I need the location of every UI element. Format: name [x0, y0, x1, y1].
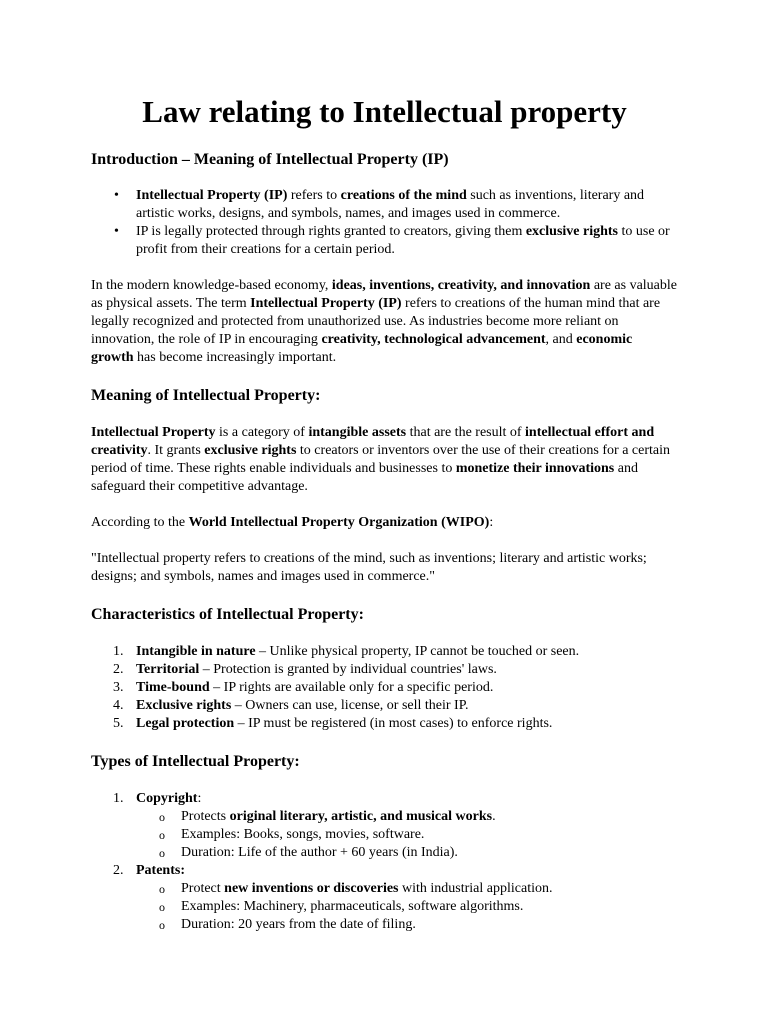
patents-sublist — [136, 880, 678, 934]
list-item: o Examples: Machinery, pharmaceuticals, software algorithms. — [181, 898, 678, 916]
list-item: 3. Time-bound – IP rights are available only for a specific period. — [113, 680, 494, 695]
characteristics-heading: Characteristics of Intellectual Property: — [91, 606, 364, 623]
list-item: 4. Exclusive rights – Owners can use, license, or sell their IP. — [113, 698, 469, 713]
wipo-quote: "Intellectual property refers to creations of the mind, such as inventions; literary and artistic works; designs; and symbols, names and images used in commerce." — [91, 551, 647, 584]
list-item: 5. Legal protection – IP must be registered (in most cases) to enforce rights. — [113, 716, 553, 731]
list-item-patents: 2. Patents: o Protect new inventions or discoveries with industrial application. o Examples: Machinery, pharmaceuticals, software algorithms. o Duration: 20 years from the date of filing. — [136, 862, 678, 934]
intro-heading: Introduction – Meaning of Intellectual Property (IP) — [91, 151, 449, 168]
types-list — [91, 790, 678, 934]
list-item: o Protect new inventions or discoveries with industrial application. — [181, 880, 678, 898]
document-title: Law relating to Intellectual property — [142, 94, 627, 129]
list-item: • IP is legally protected through rights granted to creators, giving them exclusive rights to use or profit from their creations for a certain period. — [136, 223, 678, 259]
list-item: o Duration: 20 years from the date of filing. — [181, 916, 678, 934]
list-item-copyright: 1. Copyright: o Protects original literary, artistic, and musical works. o Examples: Books, songs, movies, software. o Duration: Life of the author + 60 years (in India). — [136, 790, 678, 862]
list-item: 2. Territorial – Protection is granted by individual countries' laws. — [113, 662, 497, 677]
list-item: o Duration: Life of the author + 60 years (in India). — [181, 844, 678, 862]
copyright-sublist — [136, 808, 678, 862]
intro-bullet-list — [91, 187, 678, 259]
types-heading: Types of Intellectual Property: — [91, 753, 300, 770]
wipo-paragraph: According to the World Intellectual Property Organization (WIPO): — [91, 515, 494, 530]
meaning-heading: Meaning of Intellectual Property: — [91, 387, 321, 404]
list-item: o Protects original literary, artistic, and musical works. — [181, 808, 678, 826]
intro-paragraph: In the modern knowledge-based economy, ideas, inventions, creativity, and innovation are as valuable as physical assets. The term Intellectual Property (IP) refers to creations of the human mind that are legally recognized and protected from unauthorized use. As industries become more reliant on innovation, the role of IP in encouraging creativity, technological advancement, and economic growth has become increasingly important. — [91, 278, 677, 365]
characteristics-list — [91, 643, 678, 733]
list-item: 1. Intangible in nature – Unlike physical property, IP cannot be touched or seen. — [113, 644, 580, 659]
list-item: • Intellectual Property (IP) refers to creations of the mind such as inventions, literary and artistic works, designs, and symbols, names, and images used in commerce. — [136, 187, 678, 223]
meaning-paragraph: Intellectual Property is a category of intangible assets that are the result of intellectual effort and creativity. It grants exclusive rights to creators or inventors over the use of their creations for a certain period of time. These rights enable individuals and businesses to monetize their innovations and safeguard their competitive advantage. — [91, 425, 670, 494]
list-item: o Examples: Books, songs, movies, software. — [181, 826, 678, 844]
